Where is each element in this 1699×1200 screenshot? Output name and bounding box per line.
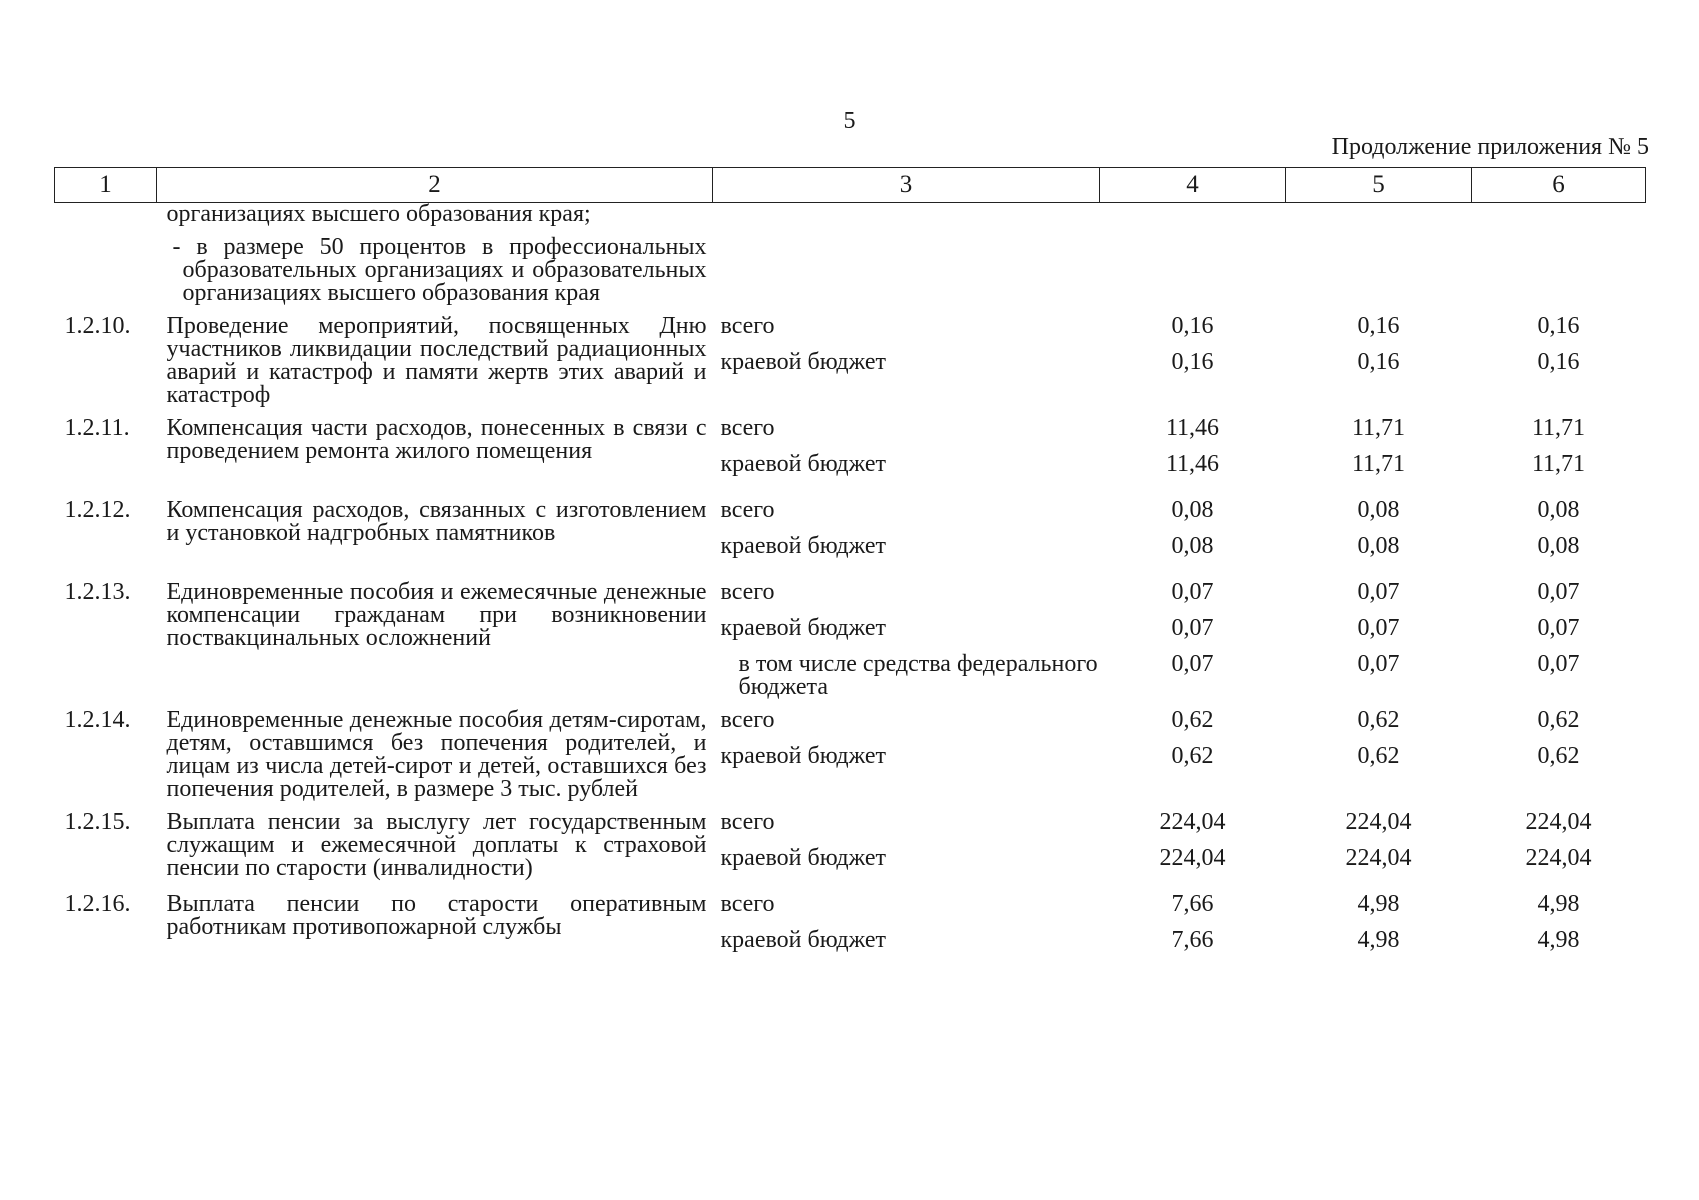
amount-value: 0,62 [1171,707,1214,733]
amount-value: 224,04 [1159,809,1226,835]
amount-value: 224,04 [1159,845,1226,871]
amount-value: 0,08 [1171,533,1214,559]
row-description: Компенсация части расходов, понесенных в связи с проведением ремонта жилого помещения [166,415,707,464]
value-cell-col6 [1472,499,1646,571]
amount-value: 0,07 [1537,651,1580,677]
table-row [55,315,1646,407]
row-description-cell [157,893,713,965]
amount-value: 0,08 [1537,497,1580,523]
funding-source-cell [713,709,1100,801]
amount-value: 0,62 [1357,743,1400,769]
amount-value: 0,16 [1357,313,1400,339]
value-cell-col5 [1286,811,1472,883]
amount-value: 4,98 [1357,891,1400,917]
column-header: 6 [1472,168,1646,203]
amount-value: 4,98 [1357,927,1400,953]
row-description-cell [157,315,713,407]
continuation-text: организациях высшего образования края; [166,201,591,227]
value-cell-col4 [1100,417,1286,489]
value-cell-col6 [1472,417,1646,489]
funding-source-cell [713,499,1100,571]
continuation-row [55,236,1646,305]
appendix-title: Продолжение приложения № 5 [1331,134,1649,160]
value-cell-col4 [1100,893,1286,965]
amount-value: 11,71 [1351,415,1406,441]
value-cell-col6 [1472,709,1646,801]
amount-value: 0,16 [1171,349,1214,375]
amount-value: 0,07 [1357,651,1400,677]
amount-value: 224,04 [1525,809,1592,835]
amount-value: 4,98 [1537,891,1580,917]
value-cell-col6 [1472,581,1646,699]
column-header: 1 [55,168,157,203]
row-number: 1.2.15. [64,809,131,835]
amount-value: 224,04 [1345,845,1412,871]
column-header: 4 [1100,168,1286,203]
amount-value: 4,98 [1537,927,1580,953]
funding-source-cell [713,581,1100,699]
table-body [55,203,1646,966]
row-description: Выплата пенсии за выслугу лет государственным служащим и ежемесячной доплаты к страховой пенсии по старости (инвалидности) [166,809,707,881]
amount-value: 0,07 [1171,615,1214,641]
table-row [55,811,1646,883]
funding-source: всего [720,809,775,835]
page-number: 5 [843,108,856,134]
funding-source: всего [720,579,775,605]
row-description-cell [157,581,713,699]
funding-source: краевой бюджет [720,845,887,871]
column-header-row [55,168,1646,203]
funding-source: краевой бюджет [720,451,887,477]
amount-value: 0,08 [1357,533,1400,559]
amount-value: 0,16 [1537,313,1580,339]
amount-value: 0,08 [1357,497,1400,523]
amount-value: 0,07 [1357,615,1400,641]
amount-value: 0,08 [1171,497,1214,523]
table-row [55,581,1646,699]
amount-value: 0,07 [1171,579,1214,605]
funding-source: краевой бюджет [720,927,887,953]
row-description: Проведение мероприятий, посвященных Дню участников ликвидации последствий радиационных аварий и катастроф и памяти жертв этих аварий и катастроф [166,313,707,408]
amount-value: 11,46 [1165,451,1220,477]
funding-source: в том числе средства федерального бюджета [738,651,1098,700]
value-cell-col5 [1286,581,1472,699]
funding-source-cell [713,811,1100,883]
amount-value: 224,04 [1345,809,1412,835]
value-cell-col6 [1472,893,1646,965]
value-cell-col4 [1100,811,1286,883]
table-row [55,499,1646,571]
row-description-cell [157,499,713,571]
amount-value: 0,62 [1537,707,1580,733]
value-cell-col5 [1286,417,1472,489]
value-cell-col5 [1286,709,1472,801]
amount-value: 0,16 [1537,349,1580,375]
budget-table [54,167,1646,965]
amount-value: 0,07 [1537,615,1580,641]
column-header: 2 [157,168,713,203]
amount-value: 224,04 [1525,845,1592,871]
amount-value: 11,71 [1351,451,1406,477]
funding-source-cell [713,417,1100,489]
value-cell-col4 [1100,581,1286,699]
amount-value: 11,46 [1165,415,1220,441]
continuation-row [55,203,1646,227]
value-cell-col5 [1286,893,1472,965]
row-description-cell [157,811,713,883]
table-row [55,893,1646,965]
row-description-cell [157,709,713,801]
amount-value: 0,62 [1171,743,1214,769]
funding-source: краевой бюджет [720,743,887,769]
row-number: 1.2.10. [64,313,131,339]
row-number: 1.2.14. [64,707,131,733]
row-description: Компенсация расходов, связанных с изготовлением и установкой надгробных памятников [166,497,707,546]
funding-source-cell [713,893,1100,965]
continuation-text: - в размере 50 процентов в профессиональных образовательных организациях и образовательных организациях высшего образования края [172,234,707,306]
amount-value: 0,16 [1357,349,1400,375]
amount-value: 0,07 [1537,579,1580,605]
amount-value: 0,16 [1171,313,1214,339]
funding-source: всего [720,313,775,339]
value-cell-col4 [1100,709,1286,801]
amount-value: 0,07 [1357,579,1400,605]
value-cell-col4 [1100,499,1286,571]
value-cell-col6 [1472,811,1646,883]
row-description-cell [157,417,713,489]
row-number: 1.2.13. [64,579,131,605]
amount-value: 11,71 [1531,415,1586,441]
value-cell-col5 [1286,499,1472,571]
row-description: Единовременные денежные пособия детям-сиротам, детям, оставшимся без попечения родителей, и лицам из числа детей-сирот и детей, оставшихся без попечения родителей, в размере 3 тыс. рублей [166,707,707,802]
row-number: 1.2.12. [64,497,131,523]
value-cell-col6 [1472,315,1646,407]
amount-value: 0,62 [1537,743,1580,769]
row-description: Единовременные пособия и ежемесячные денежные компенсации гражданам при возникновении поствакцинальных осложнений [166,579,707,651]
value-cell-col4 [1100,315,1286,407]
table-row [55,709,1646,801]
amount-value: 7,66 [1171,927,1214,953]
row-number: 1.2.16. [64,891,131,917]
table-row [55,417,1646,489]
funding-source: краевой бюджет [720,349,887,375]
amount-value: 7,66 [1171,891,1214,917]
funding-source: краевой бюджет [720,615,887,641]
amount-value: 11,71 [1531,451,1586,477]
row-description: Выплата пенсии по старости оперативным работникам противопожарной службы [166,891,707,940]
column-header: 5 [1286,168,1472,203]
amount-value: 0,08 [1537,533,1580,559]
funding-source: всего [720,707,775,733]
funding-source: краевой бюджет [720,533,887,559]
column-header: 3 [713,168,1100,203]
amount-value: 0,62 [1357,707,1400,733]
funding-source-cell [713,315,1100,407]
value-cell-col5 [1286,315,1472,407]
funding-source: всего [720,891,775,917]
funding-source: всего [720,497,775,523]
amount-value: 0,07 [1171,651,1214,677]
row-number: 1.2.11. [64,415,130,441]
funding-source: всего [720,415,775,441]
